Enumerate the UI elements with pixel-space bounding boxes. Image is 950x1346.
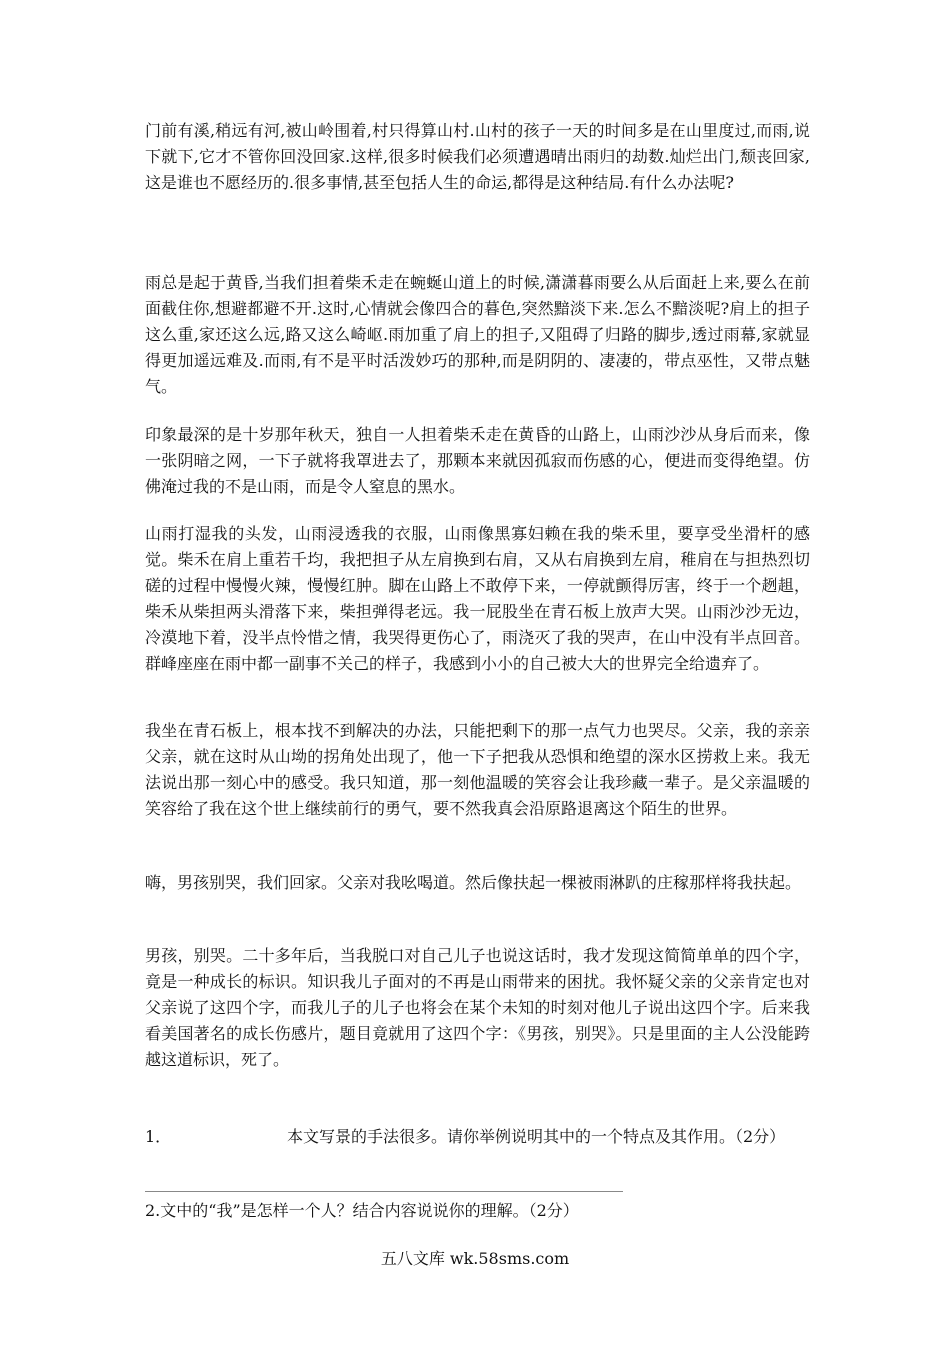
- paragraph-7: 男孩，别哭。二十多年后，当我脱口对自己儿子也说这话时，我才发现这简简单单的四个字，竟是一种成长的标识。知识我儿子面对的不再是山雨带来的困扰。我怀疑父亲的父亲肯定也对父亲说了这四个字，而我儿子的儿子也将会在某个未知的时刻对他儿子说出这四个字。后来我看美国著名的成长伤感片，题目竟就用了这四个字：《男孩，别哭》。只是里面的主人公没能跨越这道标识，死了。: [145, 946, 810, 1069]
- question-1: [145, 1124, 810, 1150]
- footer-watermark: 五八文库 wk.58sms.com: [380, 1249, 570, 1268]
- answer-line-divider: [145, 1191, 623, 1192]
- paragraph-4: 山雨打湿我的头发，山雨浸透我的衣服，山雨像黑寡妇赖在我的柴禾里，要享受坐滑杆的感觉。柴禾在肩上重若千均，我把担子从左肩换到右肩，又从右肩换到左肩，稚肩在与担热烈切磋的过程中慢慢火辣，慢慢红肿。脚在山路上不敢停下来，一停就颤得厉害，终于一个趔趄，柴禾从柴担两头滑落下来，柴担弹得老远。我一屁股坐在青石板上放声大哭。山雨沙沙无边，冷漠地下着，没半点怜惜之情，我哭得更伤心了，雨浇灭了我的哭声，在山中没有半点回音。群峰座座在雨中都一副事不关己的样子，我感到小小的自己被大大的世界完全给遗弃了。: [145, 524, 810, 673]
- paragraph-1: 门前有溪,稍远有河,被山岭围着,村只得算山村.山村的孩子一天的时间多是在山里度过,而雨,说下就下,它才不管你回没回家.这样,很多时候我们必须遭遇晴出雨归的劫数.灿烂出门,颓丧回家,这是谁也不愿经历的.很多事情,甚至包括人生的命运,都得是这种结局.有什么办法呢?: [145, 121, 810, 192]
- question-1-number: 1．: [145, 1127, 172, 1146]
- paragraph-5: 我坐在青石板上，根本找不到解决的办法，只能把剩下的那一点气力也哭尽。父亲，我的亲亲父亲，就在这时从山坳的拐角处出现了，他一下子把我从恐惧和绝望的深水区捞救上来。我无法说出那一刻心中的感受。我只知道，那一刻他温暖的笑容会让我珍藏一辈子。是父亲温暖的笑容给了我在这个世上继续前行的勇气，要不然我真会沿原路退离这个陌生的世界。: [145, 721, 810, 818]
- paragraph-2: 雨总是起于黄昏,当我们担着柴禾走在蜿蜒山道上的时候,潇潇暮雨要么从后面赶上来,要么在前面截住你,想避都避不开.这时,心情就会像四合的暮色,突然黯淡下来.怎么不黯淡呢?肩上的担子这么重,家还这么远,路又这么崎岖.雨加重了肩上的担子,又阻碍了归路的脚步,透过雨幕,家就显得更加遥远难及.而雨,有不是平时活泼妙巧的那种,而是阴阴的、凄凄的，带点巫性，又带点魅气。: [145, 273, 810, 396]
- question-2: 2.文中的“我”是怎样一个人？结合内容说说你的理解。（2分）: [145, 1201, 579, 1220]
- paragraph-3: 印象最深的是十岁那年秋天，独自一人担着柴禾走在黄昏的山路上，山雨沙沙从身后而来，像一张阴暗之网，一下子就将我罩进去了，那颗本来就因孤寂而伤感的心，便进而变得绝望。仿佛淹过我的不是山雨，而是令人窒息的黑水。: [145, 425, 810, 496]
- question-1-text: 本文写景的手法很多。请你举例说明其中的一个特点及其作用。（2分）: [287, 1127, 786, 1146]
- paragraph-6: 嗨，男孩别哭，我们回家。父亲对我吆喝道。然后像扶起一棵被雨淋趴的庄稼那样将我扶起。: [145, 873, 802, 892]
